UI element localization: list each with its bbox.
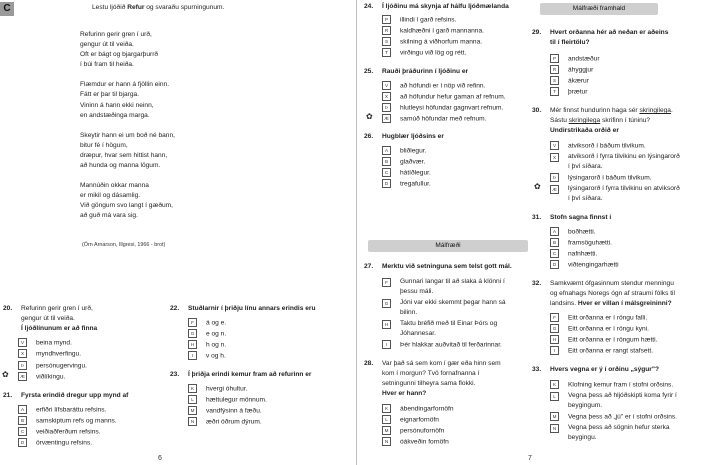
answer-option[interactable]: H Eitt orðanna er í röngum hætti. [550, 335, 657, 344]
answer-option[interactable]: X myndhverfingu. [18, 349, 81, 358]
answer-option[interactable]: I Eitt orðanna er rangt stafsett. [550, 346, 653, 355]
page-number-right: 7 [528, 455, 532, 462]
answer-option[interactable]: A erfiðri lífsbaráttu refsins. [18, 405, 106, 414]
answer-option[interactable]: L hættulegur mönnum. [188, 395, 267, 404]
answer-option[interactable]: N óákveðin fornöfn [382, 437, 449, 446]
answer-option[interactable]: P illindi í garð refsins. [382, 15, 456, 24]
answer-option[interactable]: S ákærur [550, 76, 589, 85]
answer-option[interactable]: X atviksorð í fyrra tilvikinu en lýsingarorð í því síðara. [550, 152, 680, 172]
answer-option[interactable]: N Vegna þess að sögnin hefur sterka beygingu. [550, 423, 670, 443]
section-header-malfraedi: Málfræði [368, 240, 528, 252]
answer-option[interactable]: I Þér hlakkar auðvitað til ferðarinnar. [382, 340, 502, 349]
answer-option[interactable]: S skilning á viðhorfum manna. [382, 37, 482, 46]
answer-option[interactable]: G Eitt orðanna er í röngu kyni. [550, 324, 649, 333]
answer-option[interactable]: N æðri öðrum dýrum. [188, 417, 262, 426]
answer-option[interactable]: I v og h. [188, 351, 226, 360]
answer-option[interactable]: L eignarfornöfn [382, 415, 439, 424]
answer-option[interactable]: B glaðvær. [382, 157, 425, 166]
answer-option[interactable]: C veiðiaðferðum refsins. [18, 427, 101, 436]
poem-stanza: Skeytir hann ei um boð né bann, bitur fé í högum, dræpur, hvar sem hittist hann, að hunda og manna lögum. [80, 131, 175, 170]
answer-option[interactable]: H Taktu bréfið með til Einar Þórs og Jóhannesar. [382, 319, 497, 339]
answer-option[interactable]: Æ lýsingarorð í fyrra tilvikinu en atviksorð í því síðara. [550, 184, 680, 204]
answer-option[interactable]: A bliðlegur. [382, 146, 426, 155]
answer-option[interactable]: T þrætur [550, 87, 587, 96]
answer-option[interactable]: D tregafullur. [382, 179, 431, 188]
answer-option[interactable]: M vandfýsinn á fæðu. [188, 406, 262, 415]
correct-marker-icon: ✿ [2, 370, 9, 379]
answer-option[interactable]: A boðhætti. [550, 227, 596, 236]
answer-option[interactable]: F Eitt orðanna er í röngu falli. [550, 313, 647, 322]
reading-instructions: Lestu ljóðið Refur og svaraðu spurningunum. [92, 4, 225, 11]
answer-option[interactable]: P andstæður [550, 54, 600, 63]
answer-option[interactable]: G Jóni var ekki skemmt þegar hann sá bilinn. [382, 298, 506, 318]
answer-option[interactable]: D viðtengingarhætti [550, 260, 619, 269]
answer-option[interactable]: M Vegna þess að „jú" er í stofni orðsins. [550, 412, 677, 421]
answer-option[interactable]: R áhyggjur [550, 65, 593, 74]
correct-marker-icon: ✿ [534, 182, 541, 191]
answer-option[interactable]: C nafnhætti. [550, 249, 597, 258]
poem-stanza: Mannúðin okkar manna er mikil og dásamlig. Við göngum svo langt í gæðum, að guð má vara sig. [80, 182, 173, 220]
page-divider [356, 0, 357, 465]
answer-option[interactable]: V að höfundi er í nöp við refinn. [382, 81, 485, 90]
answer-option[interactable]: M persónufornöfn [382, 426, 444, 435]
answer-option[interactable]: K ábendingarfornöfn [382, 404, 454, 413]
section-letter-badge: C [0, 2, 14, 16]
answer-option[interactable]: H h og n. [188, 340, 226, 349]
answer-option[interactable]: T virðingu við lög og rétt. [382, 48, 466, 57]
poem-stanza: Refurinn gerir gren í urð, gengur út til veiða. Oft er bágt og bjargarþurrð í búi fram til heiða. [80, 31, 159, 69]
answer-option[interactable]: F á og e. [188, 318, 226, 327]
answer-option[interactable]: Þ hlutleysi höfundar gagnvart refnum. [382, 103, 503, 112]
answer-option[interactable]: B framsöguhætti. [550, 238, 612, 247]
answer-option[interactable]: X að höfundur hefur gaman af refnum. [382, 92, 506, 101]
answer-option[interactable]: R kaldhæðni í garð mannanna. [382, 26, 484, 35]
answer-option[interactable]: V atviksorð í báðum tilvikum. [550, 141, 646, 150]
section-header-malfraedi-framhald: Málfræði framhald [540, 3, 658, 15]
poem-stanza: Flæmdur er hann á fjöllin einn. Fátt er þar til bjarga. Vininn á hann ekki neinn, en andstæðinga marga. [80, 81, 170, 119]
answer-option[interactable]: K hvergi óhultur. [188, 384, 247, 393]
poem [80, 30, 340, 232]
answer-option[interactable]: D örvæntingu refsins. [18, 438, 92, 447]
poem-citation: (Örn Arnarson, Illgresi, 1966 - brot) [82, 242, 166, 248]
answer-option[interactable]: Þ persónugervingu. [18, 361, 87, 370]
answer-option[interactable]: V beina mynd. [18, 338, 72, 347]
page-number-left: 6 [158, 455, 162, 462]
answer-option[interactable]: F Gunnari langar til að slaka á klönni í þessu máli. [382, 277, 505, 297]
answer-option[interactable]: Þ lýsingarorð í báðum tilvikum. [550, 173, 652, 182]
answer-option[interactable]: Æ samúð höfundar með refnum. [382, 114, 487, 123]
answer-option[interactable]: K Klofning kemur fram í stofni orðsins. [550, 380, 673, 389]
answer-option[interactable]: Æ viðlíkingu. [18, 372, 65, 381]
answer-option[interactable]: G e og n. [188, 329, 226, 338]
correct-marker-icon: ✿ [366, 112, 373, 121]
answer-option[interactable]: L Vegna þess að hljóðskipti koma fyrir í beygingum. [550, 391, 677, 411]
answer-option[interactable]: B samskiptum refs og manns. [18, 416, 117, 425]
answer-option[interactable]: C hátíðlegur. [382, 168, 431, 177]
